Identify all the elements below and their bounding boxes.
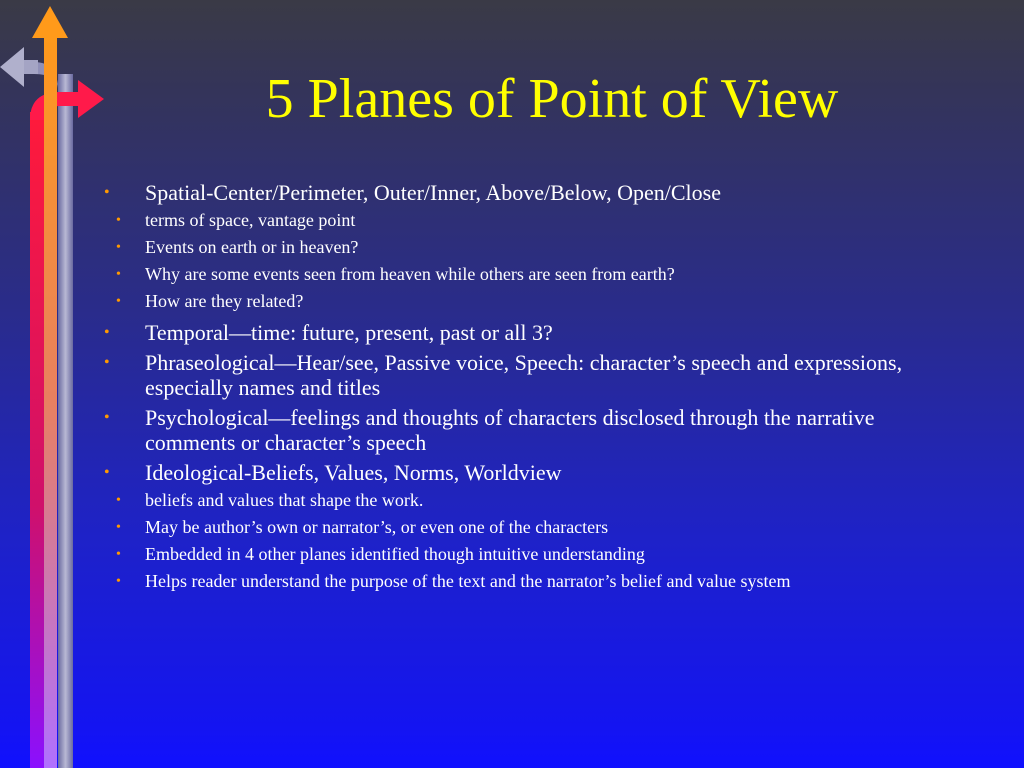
- subpoint: [59, 571, 944, 592]
- point-text: Psychological—feelings and thoughts of characters disclosed through the narrative comments or character’s speech: [145, 405, 875, 455]
- bullet-icon: •: [116, 547, 121, 562]
- subpoint-text: Helps reader understand the purpose of the text and the narrator’s belief and value system: [145, 571, 791, 591]
- bullet-icon: •: [116, 493, 121, 508]
- subpoint: [59, 237, 944, 258]
- bullet-icon: •: [104, 324, 110, 341]
- subpoint-text: How are they related?: [145, 291, 304, 311]
- point-temporal: [104, 320, 944, 345]
- bullet-icon: •: [116, 520, 121, 535]
- bullet-icon: •: [104, 464, 110, 481]
- bullet-icon: •: [104, 354, 110, 371]
- ideological-subpoints: [104, 490, 944, 592]
- subpoint-text: beliefs and values that shape the work.: [145, 490, 424, 510]
- spatial-subpoints: [104, 210, 944, 312]
- subpoint-text: Embedded in 4 other planes identified though intuitive understanding: [145, 544, 645, 564]
- subpoint-text: Why are some events seen from heaven while others are seen from earth?: [145, 264, 675, 284]
- bullet-icon: •: [116, 267, 121, 282]
- subpoint: [59, 490, 944, 511]
- point-spatial: [104, 180, 944, 205]
- subpoint: [59, 517, 944, 538]
- point-ideological: [104, 460, 944, 485]
- point-psychological: [104, 405, 944, 455]
- bullet-icon: •: [116, 294, 121, 309]
- subpoint: [59, 264, 944, 285]
- subpoint: [59, 291, 944, 312]
- point-text: Spatial-Center/Perimeter, Outer/Inner, Above/Below, Open/Close: [145, 180, 721, 205]
- bullet-icon: •: [116, 213, 121, 228]
- point-phraseological: [104, 350, 944, 400]
- subpoint-text: May be author’s own or narrator’s, or even one of the characters: [145, 517, 609, 537]
- point-text: Ideological-Beliefs, Values, Norms, Worldview: [145, 460, 562, 485]
- point-text: Temporal—time: future, present, past or all 3?: [145, 320, 553, 345]
- subpoint: [59, 210, 944, 231]
- slide-title: 5 Planes of Point of View: [265, 68, 839, 130]
- subpoint: [59, 544, 944, 565]
- bullet-icon: •: [116, 574, 121, 589]
- bullet-icon: •: [104, 184, 110, 201]
- subpoint-text: terms of space, vantage point: [145, 210, 356, 230]
- bullet-icon: •: [104, 409, 110, 426]
- bullet-list: [104, 180, 944, 600]
- subpoint-text: Events on earth or in heaven?: [145, 237, 359, 257]
- point-text: Phraseological—Hear/see, Passive voice, Speech: character’s speech and expressions, especially names and titles: [145, 350, 903, 400]
- bullet-icon: •: [116, 240, 121, 255]
